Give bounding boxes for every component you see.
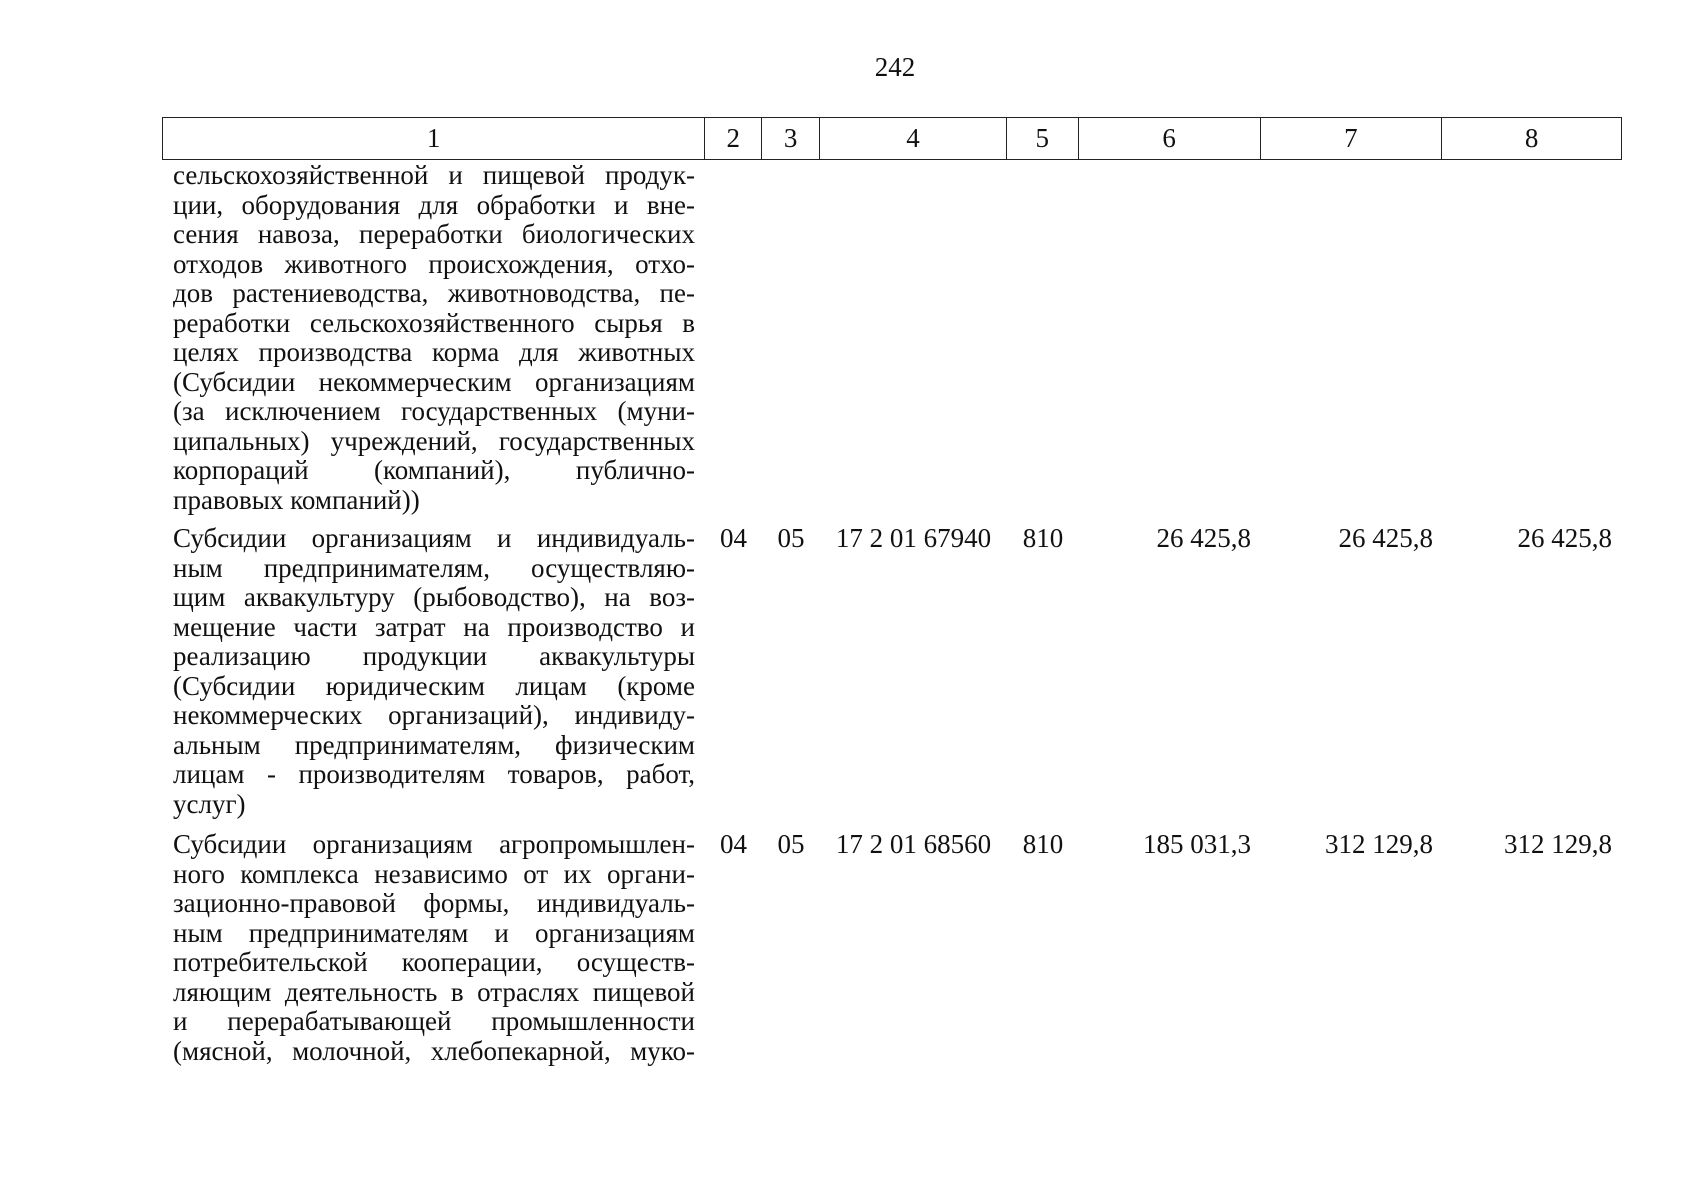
description-line: и перерабатывающей промышленности: [173, 1006, 695, 1036]
row-description: [162, 524, 705, 819]
table-row: [162, 830, 1622, 1066]
description-line: сения навоза, переработки биологических: [173, 219, 695, 249]
description-line: (Субсидии некоммерческим организациям: [173, 366, 695, 397]
description-line: ции, оборудования для обработки и вне-: [173, 189, 695, 220]
row-amount-3: 312 129,8: [1504, 829, 1612, 859]
row-amount-1: [1079, 161, 1261, 515]
description-line: ным предпринимателям, осуществляю-: [173, 552, 695, 583]
row-section: [705, 161, 762, 515]
row-amount-2: [1261, 161, 1443, 515]
row-amount-2: 312 129,8: [1325, 829, 1433, 859]
description-line: лицам - производителям товаров, работ,: [173, 759, 695, 789]
description-line: мещение части затрат на производство и: [173, 611, 695, 642]
row-amount-1: 26 425,8: [1156, 523, 1251, 553]
description-line: правовых компаний)): [173, 484, 420, 515]
description-line: щим аквакультуру (рыбоводство), на воз-: [173, 582, 695, 612]
row-amount-3: 26 425,8: [1517, 523, 1612, 553]
description-line: Субсидии организациям и индивидуаль-: [173, 523, 695, 553]
table-header-row: [162, 117, 1622, 160]
row-expense-type: [1007, 161, 1079, 515]
row-target-article: [820, 161, 1007, 515]
header-col-2: 2: [705, 118, 762, 159]
header-col-4: 4: [820, 118, 1007, 159]
description-line: ципальных) учреждений, государственных: [173, 425, 695, 456]
header-col-8: 8: [1524, 123, 1539, 153]
table-row: [162, 524, 1622, 819]
row-subsection: [762, 161, 820, 515]
description-line: (Субсидии юридическим лицам (кроме: [173, 670, 695, 701]
header-col-1: 1: [163, 118, 705, 159]
description-line: Субсидии организациям агропромышлен-: [173, 829, 695, 859]
description-line: целях производства корма для животных: [173, 337, 695, 367]
description-line: сельскохозяйственной и пищевой продук-: [173, 160, 695, 190]
description-line: (за исключением государственных (муни-: [173, 396, 695, 426]
row-amount-3: [1443, 161, 1622, 515]
description-line: ляющим деятельность в отраслях пищевой: [173, 976, 695, 1007]
description-line: услуг): [173, 788, 246, 819]
row-expense-type: 810: [1022, 523, 1064, 553]
row-amount-2: 26 425,8: [1338, 523, 1433, 553]
description-line: альным предпринимателям, физическим: [173, 729, 695, 760]
description-line: отходов животного происхождения, отхо-: [173, 248, 695, 279]
row-target-article: 17 2 01 68560: [835, 829, 992, 859]
header-col-7: 7: [1261, 118, 1443, 159]
row-section: 04: [720, 829, 747, 859]
row-description: [162, 161, 705, 515]
description-line: (мясной, молочной, хлебопекарной, муко-: [173, 1035, 695, 1066]
row-section: 04: [720, 523, 747, 553]
row-target-article: 17 2 01 67940: [835, 523, 992, 553]
description-line: дов растениеводства, животноводства, пе-: [173, 278, 695, 308]
row-expense-type: 810: [1022, 829, 1064, 859]
description-line: некоммерческих организаций), индивиду-: [173, 700, 695, 730]
description-line: потребительской кооперации, осуществ-: [173, 947, 695, 977]
description-line: корпораций (компаний), публично-: [173, 455, 695, 485]
page-number: 242: [874, 52, 916, 82]
description-line: ного комплекса независимо от их органи-: [173, 858, 695, 889]
row-subsection: 05: [777, 523, 805, 553]
row-subsection: 05: [777, 829, 805, 859]
header-col-3: 3: [762, 118, 820, 159]
table-row: [162, 161, 1622, 515]
header-col-5: 5: [1007, 118, 1079, 159]
row-description: [162, 830, 705, 1066]
description-line: реработки сельскохозяйственного сырья в: [173, 307, 695, 338]
description-line: реализацию продукции аквакультуры: [173, 641, 695, 671]
description-line: зационно-правовой формы, индивидуаль-: [173, 888, 695, 918]
row-amount-1: 185 031,3: [1143, 829, 1251, 859]
header-col-6: 6: [1079, 118, 1261, 159]
description-line: ным предпринимателям и организациям: [173, 917, 695, 948]
